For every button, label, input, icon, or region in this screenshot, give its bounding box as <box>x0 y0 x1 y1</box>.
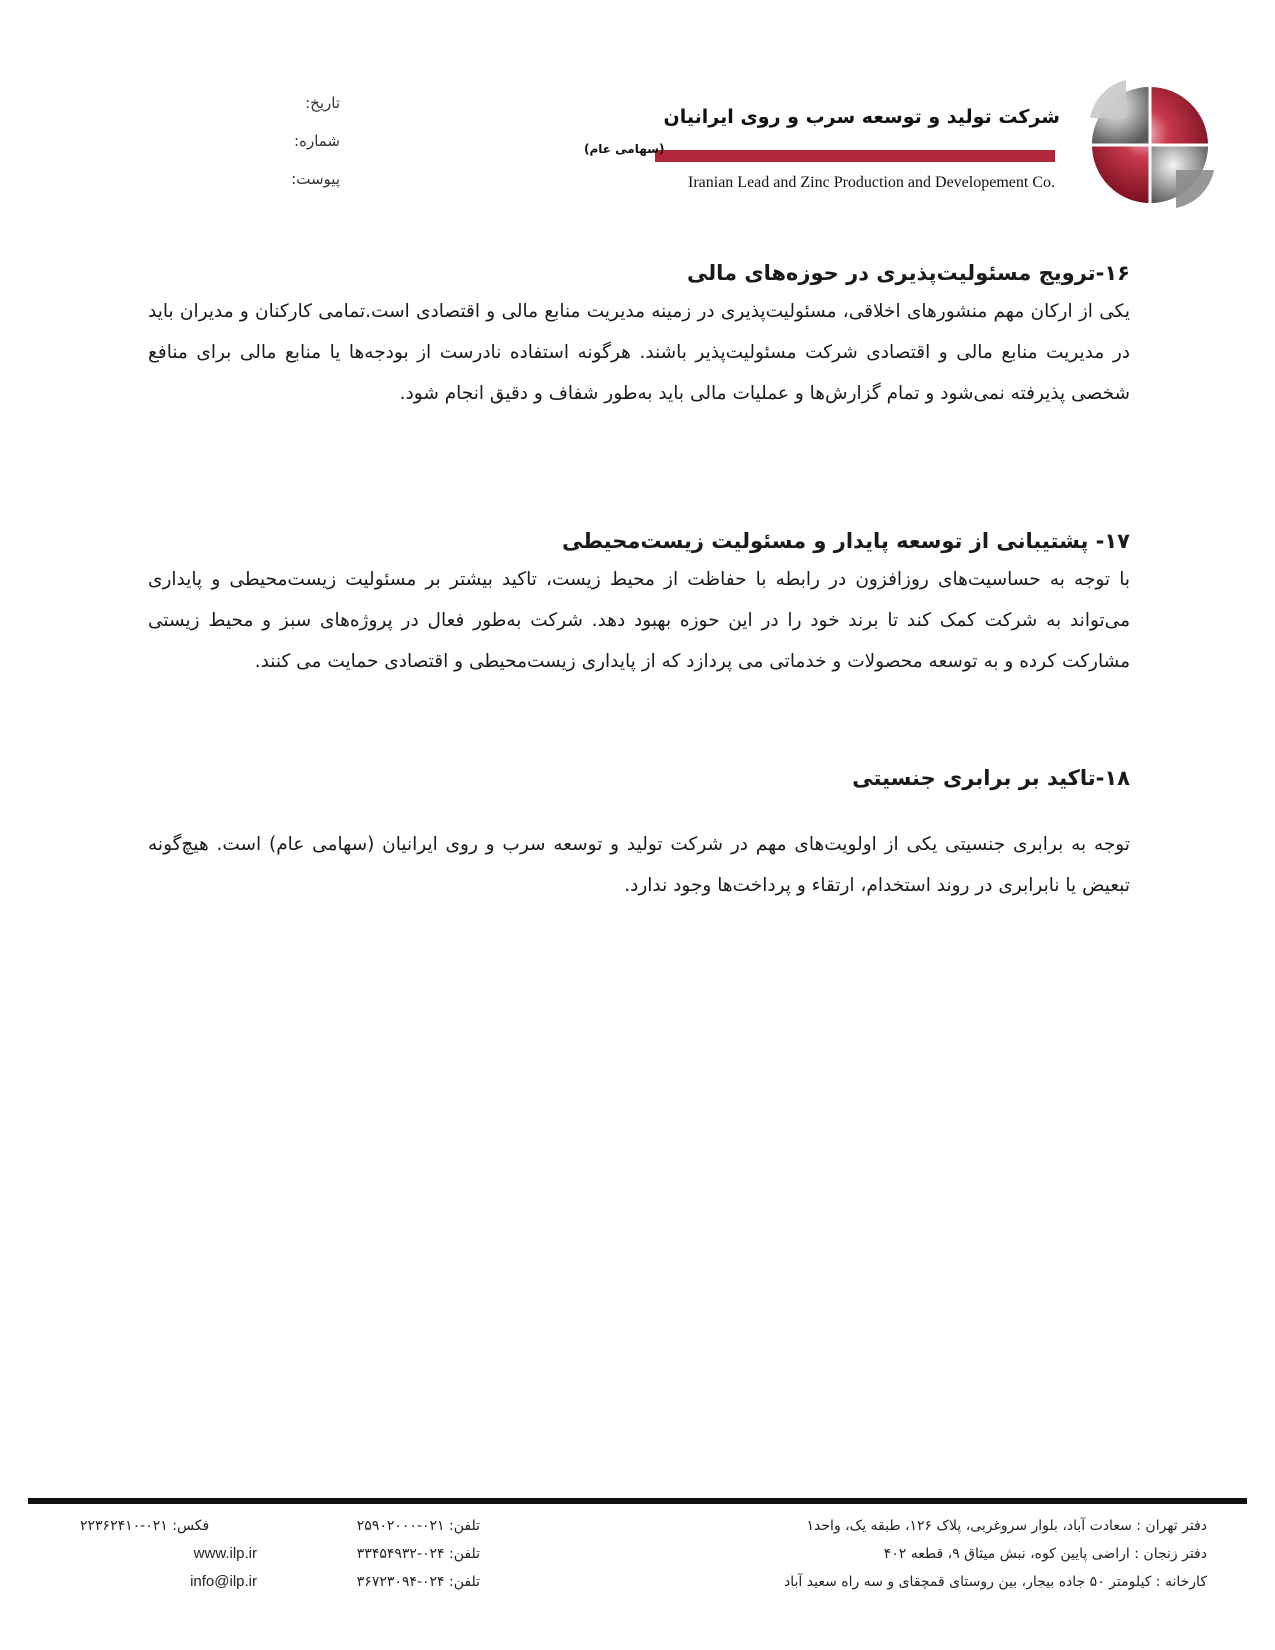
company-type: (سهامی عام) <box>584 142 665 156</box>
sphere-logo-icon <box>1080 78 1220 213</box>
section-body: یکی از ارکان مهم منشورهای اخلاقی، مسئولیت‌پذیری در زمینه مدیریت منابع مالی و اقتصادی است.تمامی کارکنان و مدیران باید در مدیریت منابع مالی و اقتصادی شرکت مسئولیت‌پذیر باشند. هرگونه استفاده نادرست از بودجه‌ها یا منابع مالی برای منافع شخصی پذیرفته نمی‌شود و تمام گزارش‌ها و عملیات مالی باید به‌طور شفاف و دقیق انجام شود. <box>148 301 1130 404</box>
address-tehran: دفتر تهران : سعادت آباد، بلوار سروغربی، پلاک ۱۲۶، طبقه یک، واحد۱ <box>806 1518 1207 1534</box>
section-title: ۱۶-ترویج مسئولیت‌پذیری در حوزه‌های مالی <box>687 261 1130 285</box>
company-name-en: Iranian Lead and Zinc Production and Developement Co. <box>688 174 1055 191</box>
section-16 <box>148 255 1130 414</box>
number-label: شماره: <box>294 132 340 150</box>
website-link[interactable]: www.ilp.ir <box>193 1545 257 1562</box>
footer-contact <box>80 1512 265 1596</box>
document-meta-labels <box>250 92 340 206</box>
section-body: توجه به برابری جنسیتی یکی از اولویت‌های مهم در شرکت تولید و توسعه سرب و روی ایرانیان (سهامی عام) است. هیچ‌گونه تبعیض یا نابرابری در روند استخدام، ارتقاء و پرداخت‌ها وجود ندارد. <box>148 834 1130 896</box>
brand-bar <box>655 150 1055 162</box>
company-name-fa: شرکت تولید و توسعه سرب و روی ایرانیان <box>663 106 1060 128</box>
address-zanjan: دفتر زنجان : اراضی پایین کوه، نبش میثاق ۹، قطعه ۴۰۲ <box>883 1546 1207 1562</box>
email-link[interactable]: info@ilp.ir <box>190 1573 257 1590</box>
address-factory: کارخانه : کیلومتر ۵۰ جاده بیجار، بین روستای قمچقای و سه راه سعید آباد <box>784 1574 1207 1590</box>
section-body: با توجه به حساسیت‌های روزافزون در رابطه با حفاظت از محیط زیست، تاکید بیشتر بر مسئولیت زیست‌محیطی و پایداری می‌تواند به شرکت کمک کند تا برند خود را در این حوزه بهبود دهد. شرکت به‌طور فعال در پروژه‌های سبز و محیط زیستی مشارکت کرده و به توسعه محصولات و خدماتی می پردازد که از پایداری زیست‌محیطی و اقتصادی حمایت می کنند. <box>148 569 1130 672</box>
phone-zanjan: تلفن: ۰۲۴-۳۳۴۵۴۹۳۲ <box>356 1546 480 1562</box>
phone-tehran: تلفن: ۰۲۱-۲۵۹۰۲۰۰۰ <box>356 1518 480 1534</box>
footer-addresses <box>587 1512 1207 1596</box>
section-title: ۱۸-تاکید بر برابری جنسیتی <box>852 766 1130 790</box>
section-18 <box>148 760 1130 906</box>
section-17 <box>148 523 1130 682</box>
fax-number: فکس: ۰۲۱-۲۲۳۶۲۴۱۰ <box>80 1518 210 1534</box>
footer-phones <box>290 1512 480 1596</box>
section-title: ۱۷- پشتیبانی از توسعه پایدار و مسئولیت زیست‌محیطی <box>561 529 1130 553</box>
phone-factory: تلفن: ۰۲۴-۳۶۷۲۳۰۹۴ <box>356 1574 480 1590</box>
footer-divider <box>28 1498 1247 1504</box>
letterhead <box>580 78 1220 218</box>
date-label: تاریخ: <box>305 94 340 112</box>
attachment-label: پیوست: <box>291 170 340 188</box>
